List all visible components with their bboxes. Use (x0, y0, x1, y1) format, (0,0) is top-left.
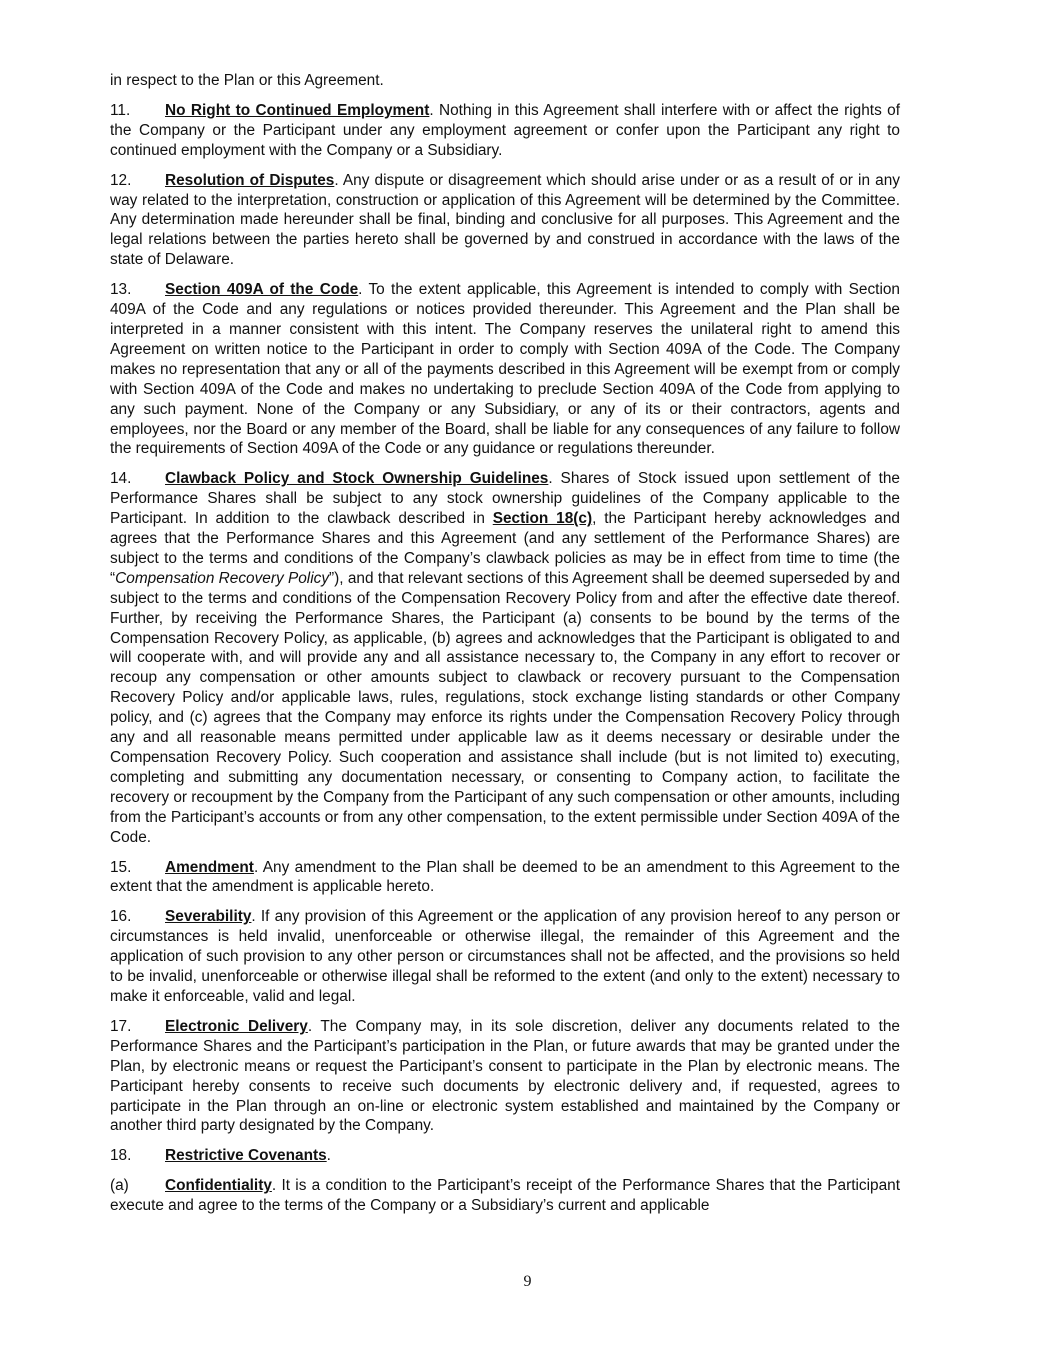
section-body: . Any dispute or disagreement which should arise under or as a result of or in any way related to the interpretation, construction or application of this Agreement will be determined by the Committee. Any determination made hereunder shall be final, binding and conclusive for all purposes. This Agreement and the legal relations between the parties hereto shall be governed by and construed in accordance with the laws of the state of Delaware. (110, 171, 900, 269)
section-heading: Resolution of Disputes (165, 171, 335, 189)
section-18a (110, 1176, 900, 1216)
section-number: 17. (110, 1017, 132, 1035)
section-heading: Section 409A of the Code (165, 281, 359, 299)
section-body-part-c: ”), and that relevant sections of this Agreement shall be deemed superseded by and subject to the terms and conditions of the Compensation Recovery Policy from and after the effective date thereof. Further, by receiving the Performance Shares, the Participant (a) consents to be bound by the terms of the Compensation Recovery Policy, as applicable, (b) agrees and acknowledges that the Participant is obligated to and will cooperate with, and will provide any and all assistance necessary to, the Company in any effort to recover or recoup any compensation or other amounts subject to clawback or recovery pursuant to the Compensation Recovery Policy and/or applicable laws, rules, regulations, stock exchange listing standards or other Company policy, and (c) agrees that the Company may enforce its rights under the Compensation Recovery Policy through any and all reasonable means permitted under applicable law as it deems necessary or desirable under the Compensation Recovery Policy. Such cooperation and assistance shall include (but is not limited to) executing, completing and submitting any documentation necessary, or consenting to Company action, to facilitate the recovery or recoupment by the Company from the Participant of any such compensation or other amounts, including from the Participant’s accounts or from any other compensation, to the extent permissible under Section 409A of the Code. (110, 569, 901, 846)
section-17 (110, 1017, 900, 1136)
section-number: 16. (110, 908, 132, 926)
section-heading: Restrictive Covenants (165, 1147, 327, 1165)
section-14 (110, 469, 900, 847)
section-body: . Nothing in this Agreement shall interfere with or affect the rights of the Company or the Participant under any employment agreement or confer upon the Participant any right to continued employment with the Company or a Subsidiary. (110, 101, 900, 159)
section-number: 11. (110, 101, 131, 119)
section-body: . If any provision of this Agreement or the application of any provision hereof to any person or circumstances is held invalid, unenforceable or otherwise illegal, the remainder of this Agreement and the application of such provision to any other person or circumstances shall not be affected, and the provisions so held to be invalid, unenforceable or otherwise illegal shall be reformed to the extent (and only to the extent) necessary to make it enforceable, valid and legal. (110, 908, 900, 1005)
section-body: . To the extent applicable, this Agreement is intended to comply with Section 409A of the Code and any regulations or notices provided thereunder. This Agreement and the Plan shall be interpreted in a manner consistent with this intent. The Company reserves the unilateral right to amend this Agreement on written notice to the Participant in order to comply with Section 409A of the Code. The Company makes no representation that any or all of the payments described in this Agreement will be exempt from or comply with Section 409A of the Code and makes no undertaking to preclude Section 409A of the Code from applying to any such payment. None of the Company or any Subsidiary, or any of its or their contractors, agents and employees, nor the Board or any member of the Board, shall be liable for any consequences of any failure to follow the requirements of Section 409A of the Code or any guidance or regulations thereunder. (110, 281, 900, 458)
section-12 (110, 171, 900, 271)
section-body: . The Company may, in its sole discretion, deliver any documents related to the Performance Shares and the Participant’s participation in the Plan, or future awards that may be granted under the Plan, by electronic means or request the Participant’s consent to participate in the Plan by electronic means. The Participant hereby consents to receive such documents by electronic delivery and, if requested, agrees to participate in the Plan through an on-line or electronic system established and maintained by the Company or another third party designated by the Company. (110, 1017, 900, 1135)
section-number: 18. (110, 1147, 132, 1165)
section-heading: Amendment (165, 858, 254, 876)
section-16 (110, 907, 900, 1007)
section-body: . Any amendment to the Plan shall be deemed to be an amendment to this Agreement to the extent that the amendment is applicable hereto. (110, 858, 900, 896)
section-body-part-b: , the Participant hereby acknowledges and agrees that the Performance Shares and this Agreement (and any settlement of the Performance Shares) are subject to the terms and conditions of the Company’s clawback policies as may be in effect from time to time (the “ (110, 510, 900, 587)
section-number: 15. (110, 858, 132, 876)
section-11 (110, 101, 900, 161)
section-body-part-a: . Shares of Stock issued upon settlement of the Performance Shares shall be subject to any stock ownership guidelines of the Company applicable to the Participant. In addition to the clawback described in (110, 470, 900, 528)
section-number: 14. (110, 470, 132, 488)
page-number: 9 (523, 1273, 532, 1290)
section-number: 13. (110, 281, 132, 299)
defined-term: Compensation Recovery Policy (115, 569, 330, 587)
cross-reference-section-18c: Section 18(c) (492, 510, 593, 528)
section-number: 12. (110, 171, 132, 189)
section-heading: No Right to Continued Employment (165, 101, 430, 119)
section-heading: Severability (165, 908, 252, 926)
section-heading: Electronic Delivery (165, 1017, 308, 1035)
document-page (110, 71, 900, 1226)
section-heading: Clawback Policy and Stock Ownership Guidelines (165, 470, 549, 488)
section-18 (110, 1146, 900, 1166)
section-body: . It is a condition to the Participant’s receipt of the Performance Shares that the Participant execute and agree to the terms of the Company or a Subsidiary’s current and applicable (110, 1177, 900, 1215)
section-heading: Confidentiality (165, 1177, 272, 1195)
section-body: . (326, 1147, 331, 1165)
intro-line: in respect to the Plan or this Agreement. (110, 72, 384, 89)
section-13 (110, 280, 900, 459)
section-number: (a) (110, 1177, 129, 1195)
section-15 (110, 858, 900, 898)
